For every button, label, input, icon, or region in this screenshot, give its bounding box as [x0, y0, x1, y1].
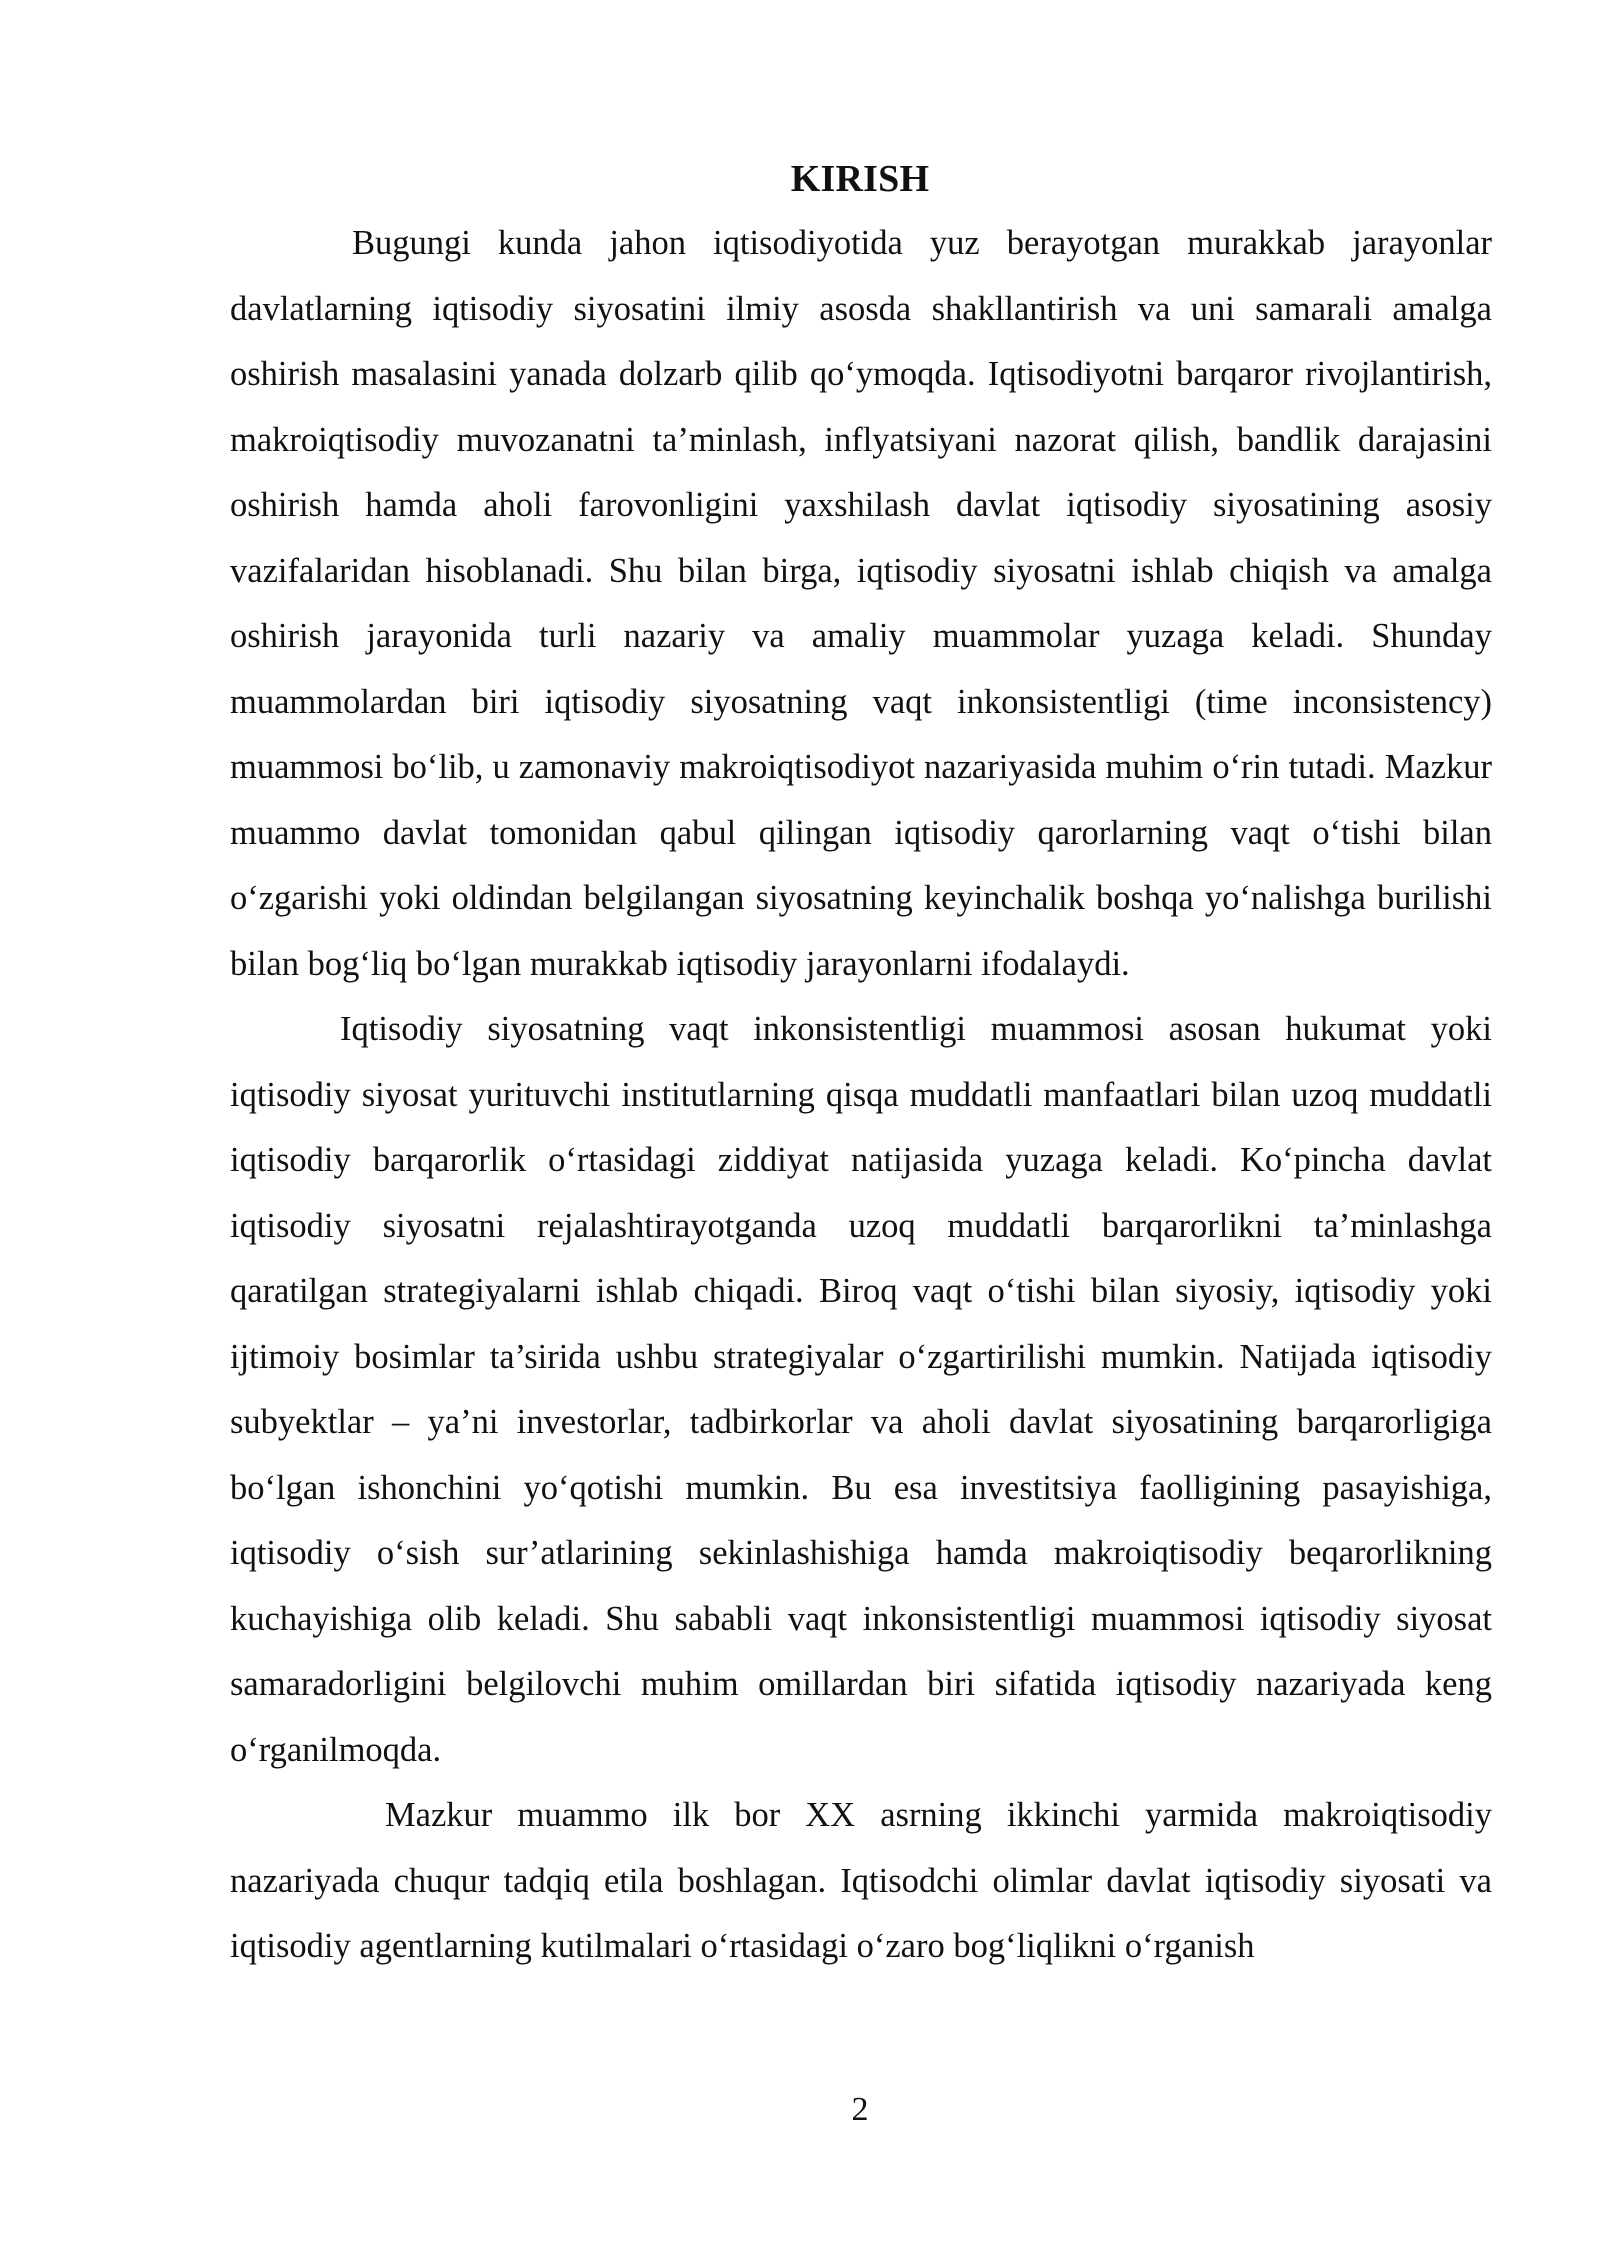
- page-number: 2: [851, 2091, 869, 2128]
- paragraph-1: Bugungi kunda jahon iqtisodiyotida yuz berayotgan murakkab jarayonlar davlatlarning iqtisodiy siyosatini ilmiy asosda shakllantirish va uni samarali amalga oshirish masalasini yanada dolzarb qilib qo‘ymoqda. Iqtisodiyotni barqaror rivojlantirish, makroiqtisodiy muvozanatni ta’minlash, inflyatsiyani nazorat qilish, bandlik darajasini oshirish hamda aholi farovonligini yaxshilash davlat iqtisodiy siyosatining asosiy vazifalaridan hisoblanadi. Shu bilan birga, iqtisodiy siyosatni ishlab chiqish va amalga oshirish jarayonida turli nazariy va amaliy muammolar yuzaga keladi. Shunday muammolardan biri iqtisodiy siyosatning vaqt inkonsistentligi (time inconsistency) muammosi bo‘lib, u zamonaviy makroiqtisodiyot nazariyasida muhim o‘rin tutadi. Mazkur muammo davlat tomonidan qabul qilingan iqtisodiy qarorlarning vaqt o‘tishi bilan o‘zgarishi yoki oldindan belgilangan siyosatning keyinchalik boshqa yo‘nalishga burilishi bilan bog‘liq bo‘lgan murakkab iqtisodiy jarayonlarni ifodalaydi.: [230, 224, 1492, 983]
- paragraph-3: Mazkur muammo ilk bor XX asrning ikkinchi yarmida makroiqtisodiy nazariyada chuqur tadqiq etila boshlagan. Iqtisodchi olimlar davlat iqtisodiy siyosati va iqtisodiy agentlarning kutilmalari o‘rtasidagi o‘zaro bog‘liqlikni o‘rganish: [230, 1796, 1492, 1965]
- page-title: KIRISH: [790, 158, 930, 200]
- body-text: [230, 211, 1492, 1980]
- paragraph-2: Iqtisodiy siyosatning vaqt inkonsistentligi muammosi asosan hukumat yoki iqtisodiy siyosat yurituvchi institutlarning qisqa muddatli manfaatlari bilan uzoq muddatli iqtisodiy barqarorlik o‘rtasidagi ziddiyat natijasida yuzaga keladi. Ko‘pincha davlat iqtisodiy siyosatni rejalashtirayotganda uzoq muddatli barqarorlikni ta’minlashga qaratilgan strategiyalarni ishlab chiqadi. Biroq vaqt o‘tishi bilan siyosiy, iqtisodiy yoki ijtimoiy bosimlar ta’sirida ushbu strategiyalar o‘zgartirilishi mumkin. Natijada iqtisodiy subyektlar – ya’ni investorlar, tadbirkorlar va aholi davlat siyosatining barqarorligiga bo‘lgan ishonchini yo‘qotishi mumkin. Bu esa investitsiya faolligining pasayishiga, iqtisodiy o‘sish sur’atlarining sekinlashishiga hamda makroiqtisodiy beqarorlikning kuchayishiga olib keladi. Shu sababli vaqt inkonsistentligi muammosi iqtisodiy siyosat samaradorligini belgilovchi muhim omillardan biri sifatida iqtisodiy nazariyada keng o‘rganilmoqda.: [230, 1010, 1492, 1769]
